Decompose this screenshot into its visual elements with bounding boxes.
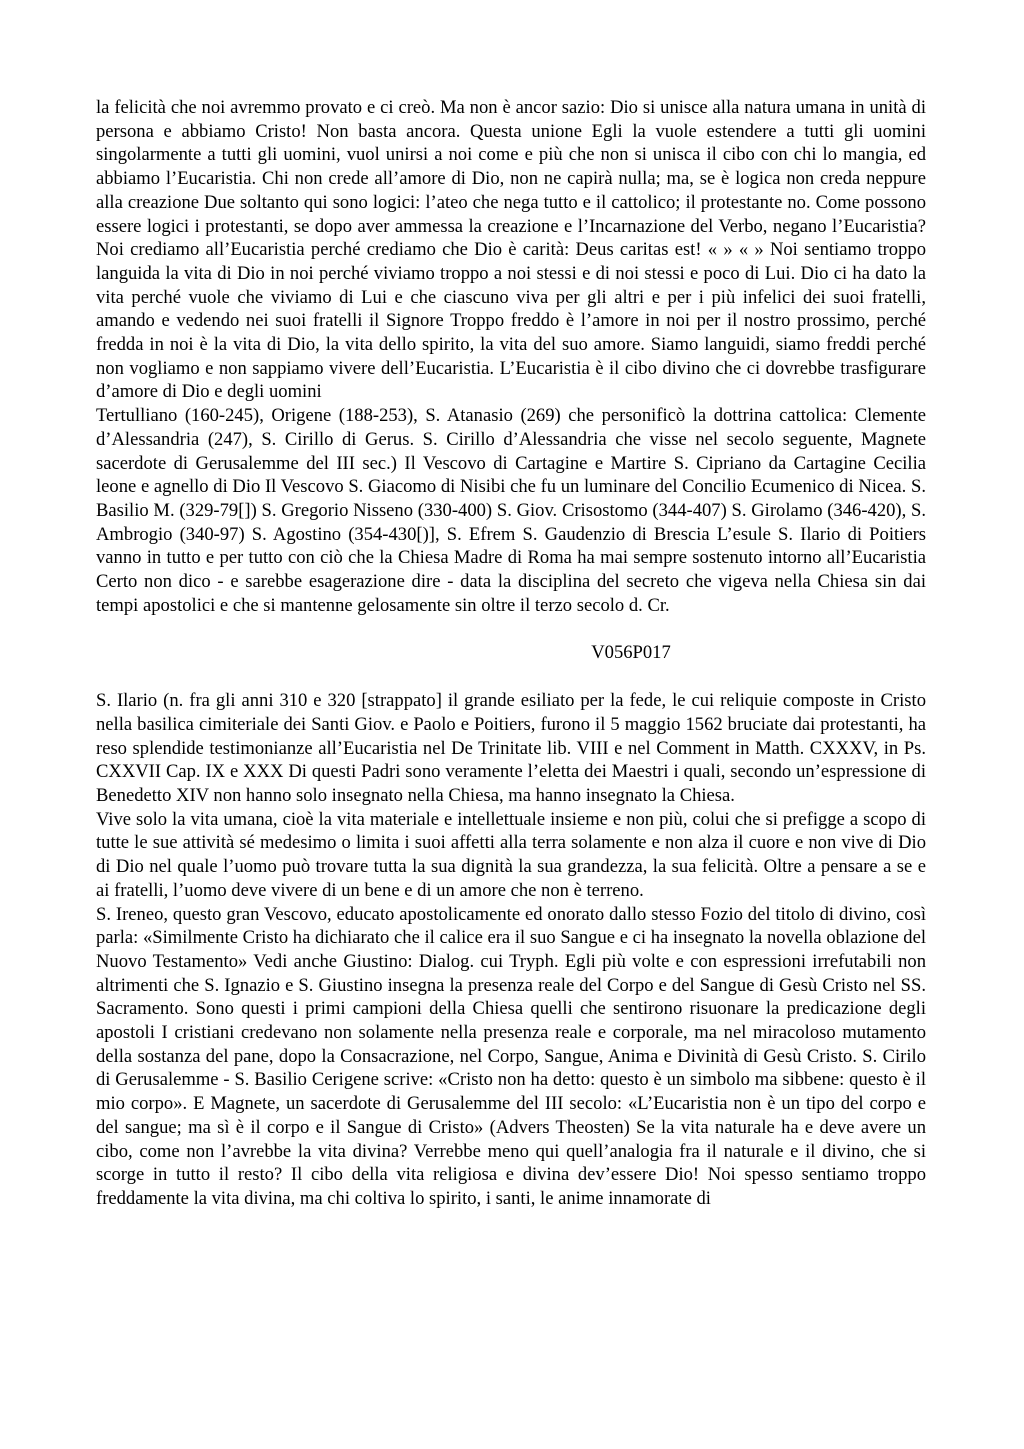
page-marker: V056P017 xyxy=(591,642,671,664)
paragraph-s-ireneo: S. Ireneo, questo gran Vescovo, educato apostolicamente ed onorato dallo stesso Fozio del titolo di divino, così parla: «Similmente Cristo ha dichiarato che il calice era il suo Sangue e ci ha insegnato la novella oblazione del Nuovo Testamento» Vedi anche Giustino: Dialog. cui Tryph. Egli più volte e con espressioni irrefutabili non altrimenti che S. Ignazio e S. Giustino insegna la presenza reale del Corpo e del Sangue di Gesù Cristo nel SS. Sacramento. Sono questi i primi campioni della Chiesa quelli che sentirono risuonare la predicazione degli apostoli I cristiani credevano non solamente nella presenza reale e corporale, ma nel miracoloso mutamento della sostanza del pane, dopo la Consacrazione, nel Corpo, Sangue, Anima e Divinità di Gesù Cristo. S. Cirilo di Gerusalemme - S. Basilio Cerigene scrive: «Cristo non ha detto: questo è un simbolo ma sibbene: questo è il mio corpo». E Magnete, un sacerdote di Gerusalemme del III secolo: «L’Eucaristia non è un tipo del corpo e del sangue; ma sì è il corpo e il Sangue di Cristo» (Advers Theosten) Se la vita naturale ha e deve avere un cibo, come non l’avrebbe la vita divina? Verrebbe meno qui quell’analogia fra il naturale e il divino, che si scorge in tutto il resto? Il cibo della vita religiosa e divina dev’essere Dio! Noi spesso sentiamo troppo freddamente la vita divina, ma chi coltiva lo spirito, i santi, le anime innamorate di xyxy=(96,903,926,1209)
document-page xyxy=(96,96,926,1211)
paragraph-eucaristia-amore: la felicità che noi avremmo provato e ci creò. Ma non è ancor sazio: Dio si unisce alla natura umana in unità di persona e abbiamo Cristo! Non basta ancora. Questa unione Egli la vuole estendere a tutti gli uomini singolarmente a tutti gli uomini, vuol unirsi a noi come e più che non si unisca il cibo con chi lo mangia, ed abbiamo l’Eucaristia. Chi non crede all’amore di Dio, non ne capirà nulla; ma, se è logica non creda neppure alla creazione Due soltanto qui sono logici: l’ateo che nega tutto e il cattolico; il protestante no. Come possono essere logici i protestanti, se dopo aver ammessa la creazione e l’Incarnazione del Verbo, negano l’Eucaristia? Noi crediamo all’Eucaristia perché crediamo che Dio è carità: Deus caritas est! « » « » Noi sentiamo troppo languida la vita di Dio in noi perché viviamo troppo a noi stessi e di noi stessi e poco di Lui. Dio ci ha dato la vita perché vuole che viviamo di Lui e che ciascuno viva per gli altri e per i più infelici dei suoi fratelli, amando e vedendo nei suoi fratelli il Signore Troppo freddo è l’amore in noi per il nostro prossimo, perché fredda in noi è la vita di Dio, la vita dello spirito, la vita del suo amore. Siamo languidi, siamo freddi perché non vogliamo e non sappiamo vivere dell’Eucaristia. L’Eucaristia è il cibo divino che ci dovrebbe trasfigurare d’amore di Dio e degli uomini xyxy=(96,97,926,403)
paragraph-s-ilario: S. Ilario (n. fra gli anni 310 e 320 [strappato] il grande esiliato per la fede, le cui reliquie composte in Cristo nella basilica cimiteriale dei Santi Giov. e Paolo e Poitiers, furono il 5 maggio 1562 bruciate dai protestanti, ha reso splendide testimonianze all’Eucaristia nel De Trinitate lib. VIII e nel Comment in Matth. CXXXV, in Ps. CXXVII Cap. IX e XXX Di questi Padri sono veramente l’eletta dei Maestri i quali, secondo un’espressione di Benedetto XIV non hanno solo insegnato nella Chiesa, ma hanno insegnato la Chiesa. xyxy=(96,690,926,806)
paragraph-padri-chiesa: Tertulliano (160-245), Origene (188-253), S. Atanasio (269) che personificò la dottrina cattolica: Clemente d’Alessandria (247), S. Cirillo di Gerus. S. Cirillo d’Alessandria che visse nel secolo seguente, Magnete sacerdote di Gerusalemme del III sec.) Il Vescovo di Cartagine e Martire S. Cipriano da Cartagine Cecilia leone e agnello di Dio Il Vescovo S. Giacomo di Nisibi che fu un luminare del Concilio Ecumenico di Nicea. S. Basilio M. (329-79[]) S. Gregorio Nisseno (330-400) S. Giov. Crisostomo (344-407) S. Girolamo (346-420), S. Ambrogio (340-97) S. Agostino (354-430[)], S. Efrem S. Gaudenzio di Brescia L’esule S. Ilario di Poitiers vanno in tutto e per tutto con ciò che la Chiesa Madre di Roma ha mai sempre sostenuto intorno all’Eucaristia Certo non dico - e sarebbe esagerazione dire - data la disciplina del secreto che vigeva nella Chiesa sin dai tempi apostolici e che si mantenne gelosamente sin oltre il terzo secolo d. Cr. xyxy=(96,405,926,616)
paragraph-vita-umana: Vive solo la vita umana, cioè la vita materiale e intellettuale insieme e non più, colui che si prefigge a scopo di tutte le sue attività sé medesimo o limita i suoi affetti alla terra solamente e non alza il cuore e non vive di Dio di Dio nel quale l’uomo può trovare tutta la sua dignità la sua grandezza, la sua felicità. Oltre a pensare a se e ai fratelli, l’uomo deve vivere di un bene e di un amore che non è terreno. xyxy=(96,808,926,901)
